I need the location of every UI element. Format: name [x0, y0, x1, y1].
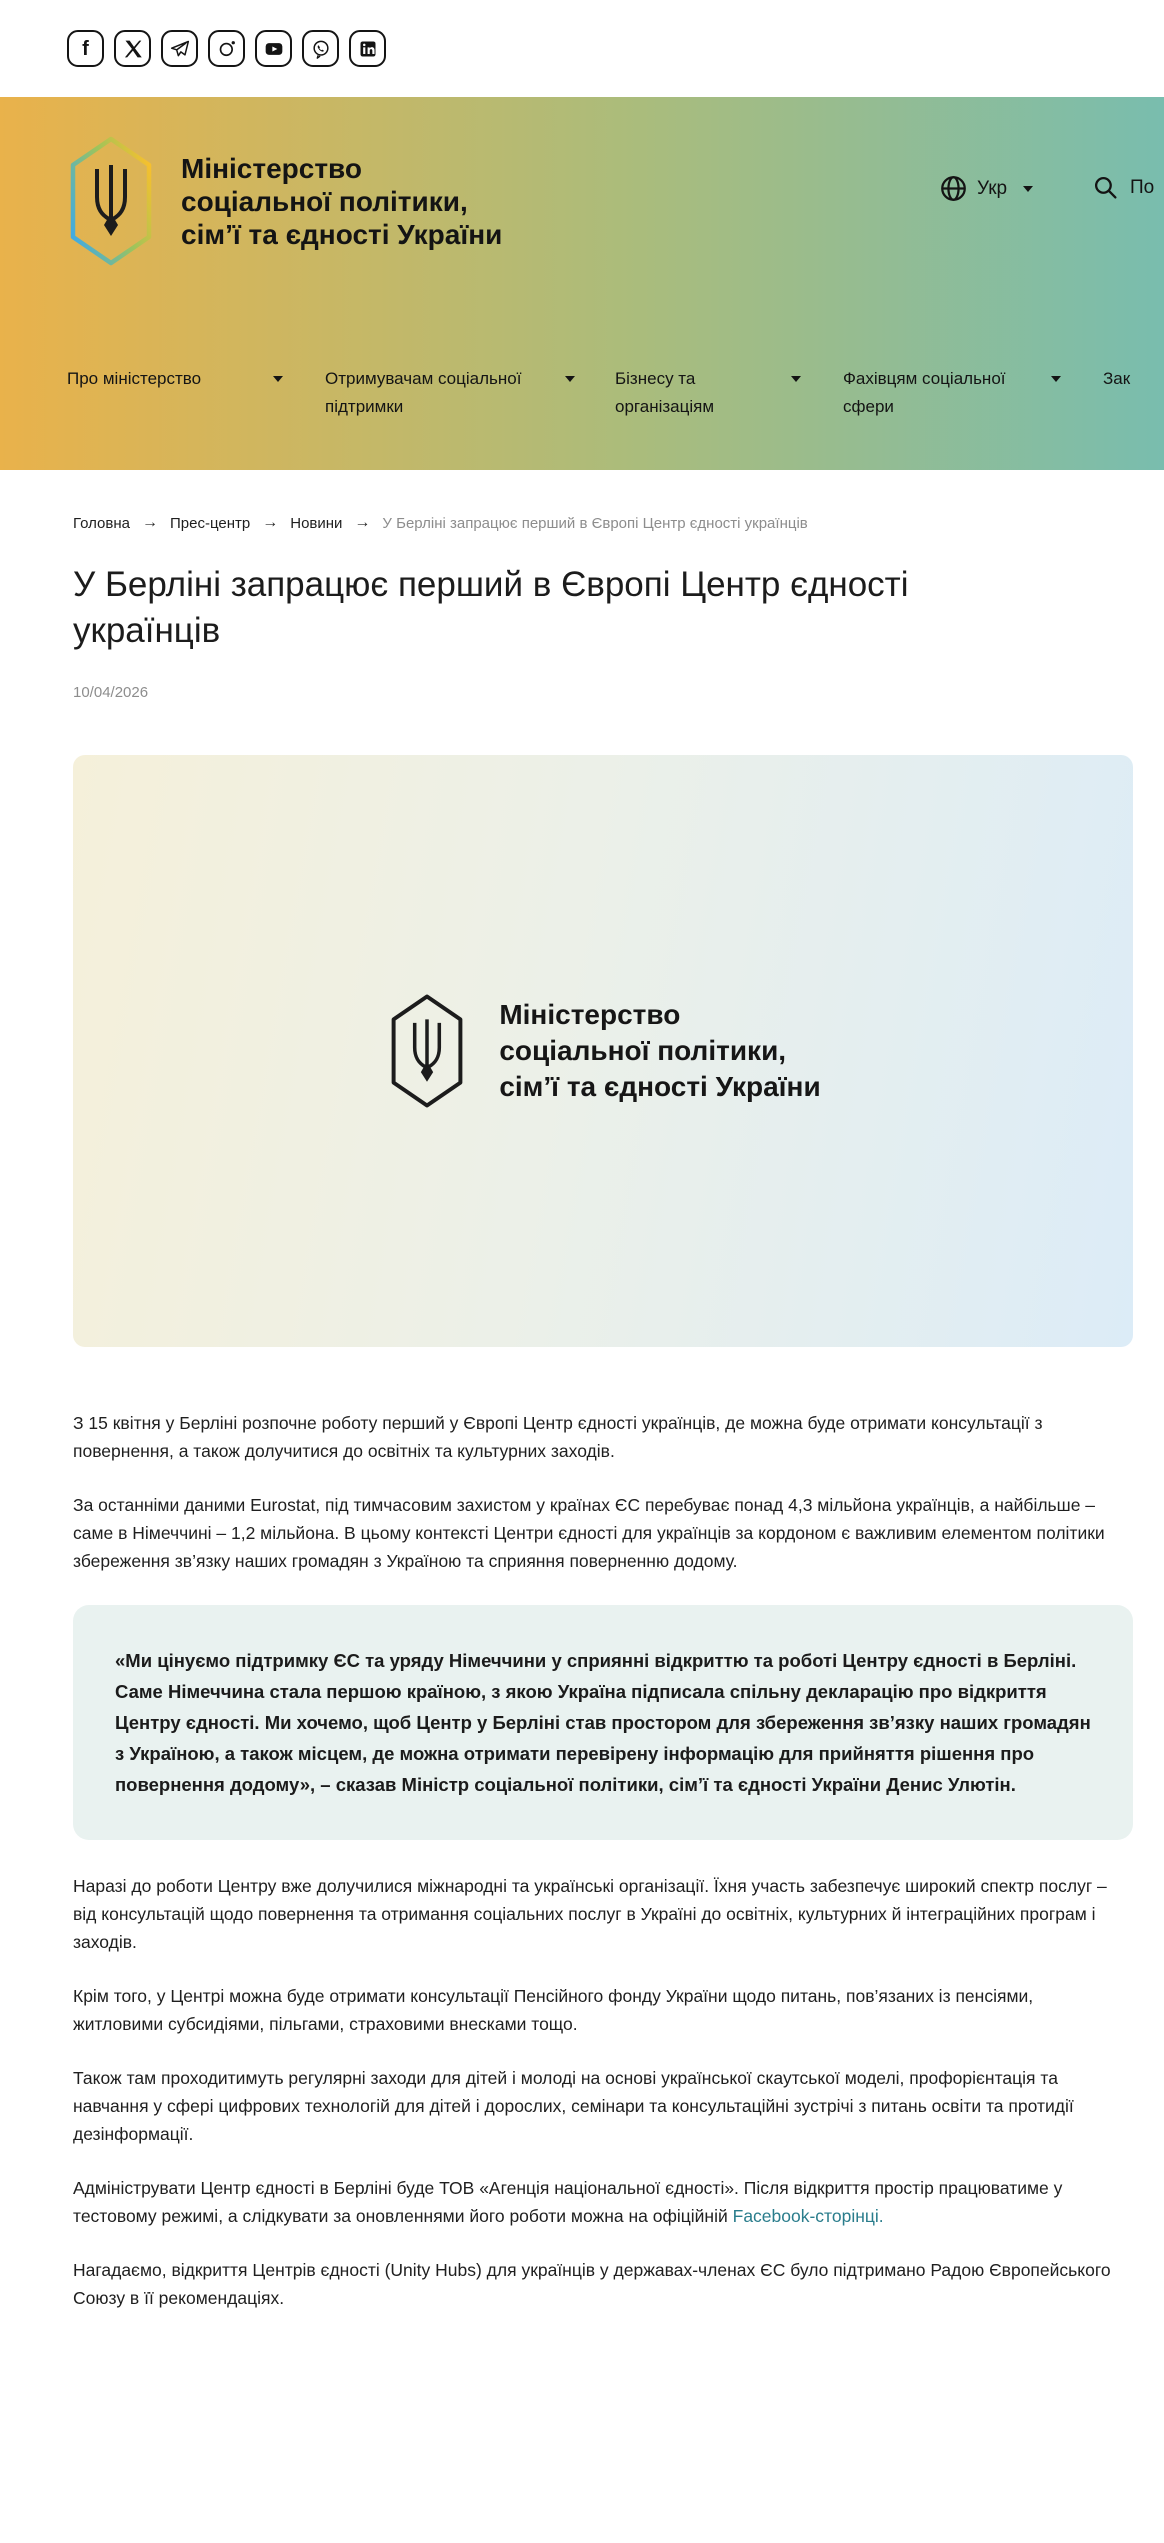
chevron-down-icon — [1023, 186, 1033, 192]
instagram-icon[interactable] — [208, 30, 245, 67]
breadcrumb-arrow-icon: → — [262, 514, 279, 531]
paragraph-closing: Нагадаємо, відкриття Центрів єдності (Unity Hubs) для українців у державах-членах ЄС було підтримано Радою Європейського Союзу в її рекомендаціях. — [73, 2260, 1111, 2308]
paragraph-youth-events: Також там проходитимуть регулярні заходи для дітей і молоді на основі української скаутської моделі, профорієнтація та навчання у сфері цифрових технологій для дітей і дорослих, семінари та консультаційні зустрічі з питань освіти та протидії дезінформації. — [73, 2068, 1074, 2144]
breadcrumb-press-center[interactable]: Прес-центр — [170, 514, 251, 532]
search-icon — [1093, 175, 1118, 200]
linkedin-icon[interactable] — [349, 30, 386, 67]
nav-item-about-ministry[interactable]: Про міністерство — [67, 365, 283, 393]
ministry-trident-logo-icon — [67, 135, 155, 267]
breadcrumb-arrow-icon: → — [354, 514, 371, 531]
article-body — [73, 1347, 1112, 2312]
header-top — [0, 97, 1164, 312]
minister-quote-text: «Ми цінуємо підтримку ЄС та уряду Німеччини у сприянні відкриттю та роботі Центру єдності в Берліні. Саме Німеччина стала першою країною, з якою Україна підписала спільну декларацію про відкриття Центру єдності. Ми хочемо, щоб Центр у Берліні став простором для збереження зв’язку наших громадян з Україною, а також місцем, де можна отримати перевірену інформацію для прийняття рішення про повернення додому», – сказав Міністр соціальної політики, сім’ї та єдності України Денис Улютін. — [115, 1650, 1091, 1795]
language-selector[interactable] — [940, 175, 1033, 202]
paragraph-administration: Адмініструвати Центр єдності в Берліні буде ТОВ «Агенція національної єдності». Після відкриття простір працюватиме у тестовому режимі, а слідкувати за оновленнями його роботи можна на офіційній Facebook-сторінці. — [73, 2178, 1063, 2226]
facebook-page-link[interactable]: Facebook-сторінці. — [732, 2206, 884, 2226]
paragraph-pension-fund: Крім того, у Центрі можна буде отримати консультації Пенсійного фонду України щодо питань, пов’язаних із пенсіями, житловими субсидіями, пільгами, страховими внесками тощо. — [73, 1986, 1034, 2034]
viber-icon[interactable] — [302, 30, 339, 67]
breadcrumb-arrow-icon: → — [142, 514, 158, 531]
hero-ministry-name: Міністерство соціальної політики, сім’ї та єдності України — [499, 999, 821, 1102]
social-links-row — [67, 30, 386, 67]
breadcrumb-news[interactable]: Новини — [290, 514, 343, 532]
search-label: По — [1130, 176, 1155, 198]
breadcrumb — [73, 470, 1112, 532]
language-label: Укр — [977, 177, 1008, 199]
paragraph-lead-1: З 15 квітня у Берліні розпочне роботу перший у Європі Центр єдності українців, де можна буде отримати консультації з повернення, а також долучитися до освітніх та культурних заходів. — [73, 1413, 1043, 1461]
top-social-bar — [0, 0, 1164, 97]
paragraph-lead-2: За останніми даними Eurostat, під тимчасовим захистом у країнах ЄС перебуває понад 4,3 мільйона українців, а найбільше – саме в Німеччині – 1,2 мільйона. В цьому контексті Центри єдності для українців за кордоном є важливим елементом політики збереження зв’язку наших громадян з Україною та сприяння поверненню додому. — [73, 1495, 1105, 1571]
youtube-icon[interactable] — [255, 30, 292, 67]
search-button[interactable] — [1093, 175, 1154, 200]
hero-ministry-lockup — [385, 993, 820, 1109]
nav-item-business-organizations[interactable]: Бізнесу та організаціям — [615, 365, 801, 421]
telegram-icon[interactable] — [161, 30, 198, 67]
page-title: У Берліні запрацює перший в Європі Центр єдності українців — [73, 565, 909, 650]
ministry-name: Міністерство соціальної політики, сім’ї та єдності України — [181, 152, 503, 250]
breadcrumb-current-page: У Берліні запрацює перший в Європі Центр єдності українців — [382, 514, 808, 532]
chevron-down-icon — [1051, 376, 1061, 382]
paragraph-organizations: Наразі до роботи Центру вже долучилися міжнародні та українські організації. Їхня участь забезпечує широкий спектр послуг – від консультацій щодо повернення та отримання соціальних послуг в Україні до освітніх, культурних й інтеграційних програм і заходів. — [73, 1876, 1107, 1952]
nav-item-legislation[interactable]: Зак — [1103, 369, 1131, 388]
chevron-down-icon — [791, 376, 801, 382]
article-hero-image — [73, 755, 1133, 1347]
main-navigation — [67, 365, 1164, 421]
main-content — [0, 470, 1164, 2312]
facebook-icon[interactable]: f — [67, 30, 104, 67]
site-header — [0, 97, 1164, 470]
x-twitter-icon[interactable] — [114, 30, 151, 67]
nav-item-social-sphere-specialists[interactable]: Фахівцям соціальної сфери — [843, 365, 1061, 421]
globe-icon — [940, 175, 967, 202]
nav-item-social-support-recipients[interactable]: Отримувачам соціальної підтримки — [325, 365, 575, 421]
ministry-trident-logo-icon — [385, 993, 469, 1109]
chevron-down-icon — [273, 376, 283, 382]
article-date: 10/04/2026 — [73, 684, 149, 701]
minister-quote-block — [73, 1605, 1133, 1840]
breadcrumb-home[interactable]: Головна — [73, 514, 130, 532]
ministry-logo-link[interactable] — [67, 135, 502, 267]
chevron-down-icon — [565, 376, 575, 382]
